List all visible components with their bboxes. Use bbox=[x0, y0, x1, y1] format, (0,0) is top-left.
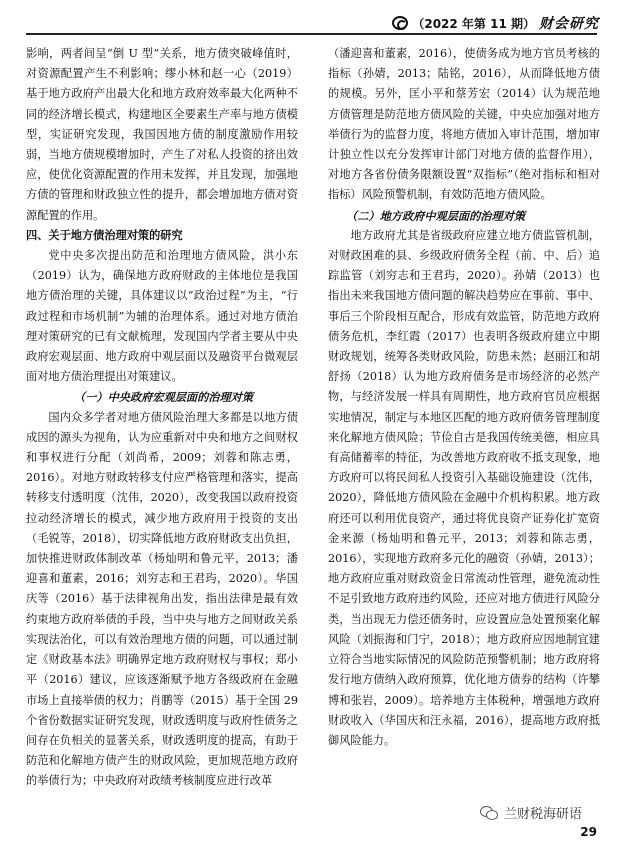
subsection-heading: （二）地方政府中观层面的治理对策 bbox=[346, 208, 526, 223]
page-header bbox=[0, 0, 623, 40]
header-rule bbox=[26, 33, 597, 35]
journal-logo-icon bbox=[392, 16, 408, 30]
right-column bbox=[328, 44, 600, 751]
issue-label: （2022 年第 11 期） bbox=[412, 16, 535, 31]
left-column bbox=[26, 44, 298, 792]
paragraph: 影响，两者间呈“倒 U 型”关系，地方债突破峰值时，对资源配置产生不利影响；缪小林和赵一心（2019）基于地方政府产出最大化和地方政府效率最大化两种不同的经济增长模式，构建地区全要素生产率与地方债模型，实证研究发现，我国因地方债的制度激励作用较弱，当地方债规模增加时，产生了对私人投资的挤出效应，使优化资源配置的作用未发挥，并且发现，加强地方债的管理和财政独立性的提升，都会增加地方债对资源配置的作用。 bbox=[26, 47, 298, 222]
wechat-account-name: 兰财税海研语 bbox=[504, 807, 583, 822]
journal-masthead bbox=[392, 13, 599, 33]
subsection-heading: （一）中央政府宏观层面的治理对策 bbox=[74, 390, 254, 405]
paragraph: 地方政府尤其是省级政府应建立地方债监管机制，对财政困难的县、乡级政府债务全程（前、中、后）追踪监管（刘穷志和王君玙，2020）。孙婧（2013）也指出未来我国地方债问题的解决趋势应在事前、事中、事后三个阶段相互配合，形成有效监管，防范地方政府债务危机，李红霞（2017）也表明各级政府建立中期财政规划，统筹各类财政风险，防患未然；赵丽江和胡舒扬（2018）认为地方政府债务是市场经济的必然产物，与经济发展一样具有周期性，地方政府官员应根据实地情况，制定与本地区匹配的地方政府债务管理制度来化解地方债风险；节俭自古是我国传统美德，相应具有高储蓄率的特征，为改善地方政府收不抵支现象，地方政府可以将民间私人投资引入基础设施建设（沈伟，2020），降低地方债风险在金融中介机构积累。地方政府还可以利用优良资产，通过将优良资产证券化扩宽资金来源（杨灿明和鲁元平，2013；刘蓉和陈志勇，2016），实现地方政府多元化的融资（孙婧，2013）；地方政府应重对财政资金日常流动性管理，避免流动性不足引致地方政府违约风险，还应对地方债进行风险分类，当出现无力偿还债务时，应设置应急处置预案化解风险（刘振海和门宁，2018）；地方政府应因地制宜建立符合当地实际情况的风险防范预警机制；地方政府将发行地方债纳入政府预算，优化地方债券的结构（许攀博和张岩，2009）。培养地方主体税种，增强地方政府财政收入（华国庆和汪永福，2016），提高地方政府抵御风险能力。 bbox=[328, 228, 600, 747]
section-heading: 四、关于地方债治理对策的研究 bbox=[26, 228, 183, 242]
paragraph: 党中央多次提出防范和治理地方债风险，洪小东（2019）认为，确保地方政府财政的主体地位是我国地方债治理的关键，具体建议以“政治过程”为主，“行政过程和市场机制”为辅的治理体系。通过对地方债治理对策研究的已有文献梳理，发现国内学者主要从中央政府宏观层面、地方政府中观层面以及融资平台微观层面对地方债治理提出对策建议。 bbox=[26, 249, 298, 384]
journal-name: 财会研究 bbox=[539, 16, 599, 32]
page-number: 29 bbox=[580, 825, 597, 839]
wechat-icon bbox=[480, 806, 498, 820]
page-footer bbox=[0, 800, 623, 844]
paragraph: 国内众多学者对地方债风险治理大多都是以地方债成因的源头为视角，认为应重新对中央和地方之间财权和事权进行分配（刘尚希，2009；刘蓉和陈志勇，2016）。对地方财政转移支付应严格管理和落实，提高转移支付透明度（沈伟，2020），改变我国以政府投资拉动经济增长的模式，减少地方政府用于投资的支出（毛锐等，2018），切实降低地方政府财政支出负担，加快推进财政体制改革（杨灿明和鲁元平，2013；潘迎喜和董素，2016；刘穷志和王君玙，2020）。华国庆等（2016）基于法律视角出发，指出法律是最有效约束地方政府举债的手段，当中央与地方之间财政关系实现法治化，可以有效治理地方债的问题，可以通过制定《财政基本法》明确界定地方政府财权与事权；郑小平（2016）建议，应该逐渐赋予地方各级政府在金融市场上直接举债的权力；肖鹏等（2015）基于全国 29 个省份数据实证研究发现，财政透明度与政府性债务之间存在负相关的显著关系，财政透明度的提高，有助于防范和化解地方债产生的财政风险，更加规范地方政府的举债行为；中央政府对政绩考核制度应进行改革 bbox=[26, 410, 298, 788]
paragraph: （潘迎喜和董素，2016），使债务成为地方官员考核的指标（孙婧，2013；陆铭，2016），从而降低地方债的规模。另外，匡小平和蔡芳宏（2014）认为规范地方债管理是防范地方债风险的关键，中央应加强对地方举债行为的监督力度，将地方债加入审计范围，增加审计独立性以充分发挥审计部门对地方债的监督作用），对地方各省份债务限额设置“双指标”（绝对指标和相对指标）风险预警机制，有效防范地方债风险。 bbox=[328, 47, 600, 202]
wechat-watermark bbox=[480, 803, 582, 822]
